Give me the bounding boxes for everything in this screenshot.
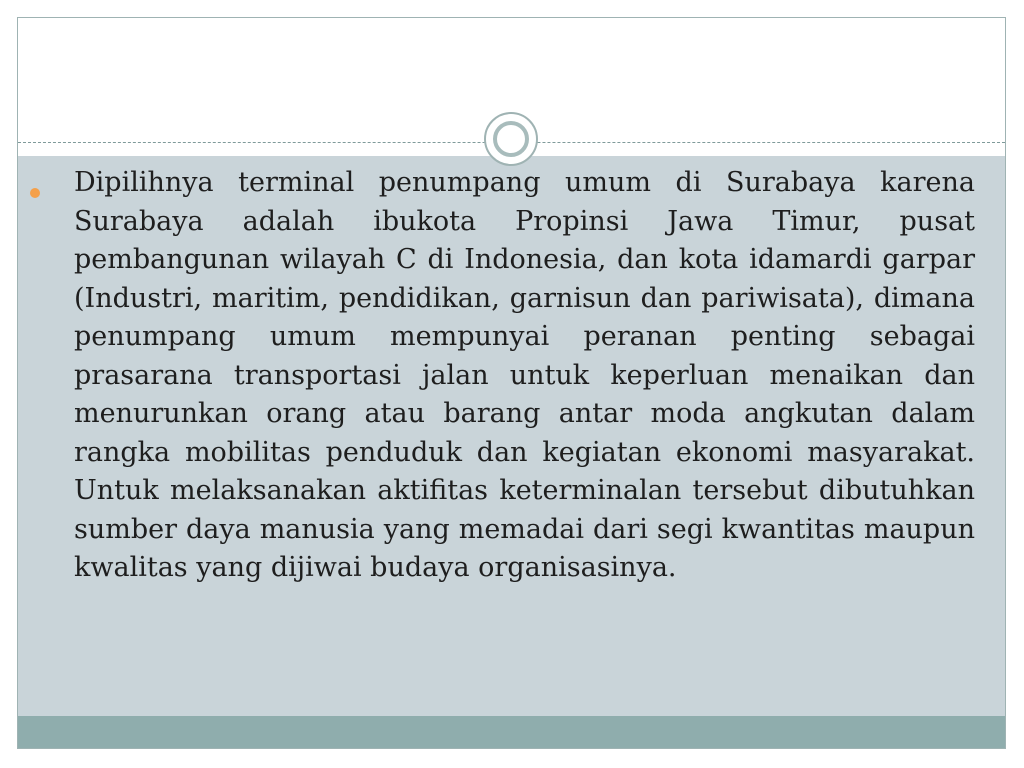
footer-bar [18, 716, 1005, 748]
bullet-text: Dipilihnya terminal penumpang umum di Surabaya karena Surabaya adalah ibukota Propinsi Jawa Timur, pusat pembangunan wilayah C di Indonesia, dan kota idamardi garpar (Industri, maritim, pendidikan, garnisun dan pariwisata), dimana penumpang umum mempunyai peranan penting sebagai prasarana transportasi jalan untuk keperluan menaikan dan menurunkan orang atau barang antar moda angkutan dalam rangka mobilitas penduduk dan kegiatan ekonomi masyarakat. Untuk melaksanakan aktifitas keterminalan tersebut dibutuhkan sumber daya manusia yang memadai dari segi kwantitas maupun kwalitas yang dijiwai budaya organisasinya. [74, 167, 975, 583]
circle-ornament-icon [484, 112, 538, 166]
bullet-dot-icon [30, 188, 40, 198]
circle-ornament-inner [493, 121, 529, 157]
